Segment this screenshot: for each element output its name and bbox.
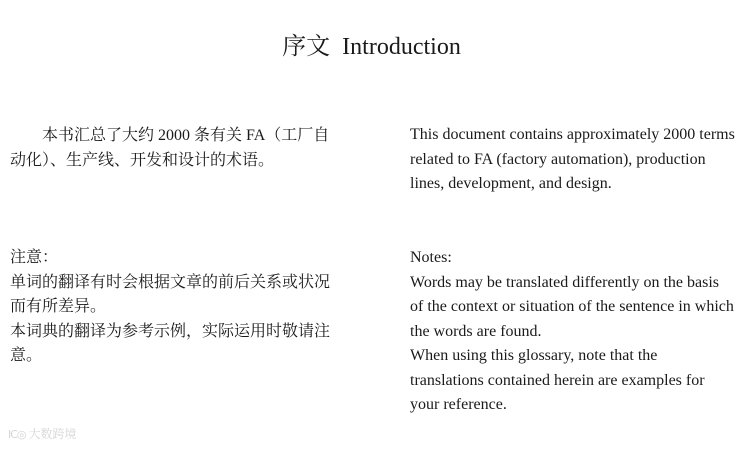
- notes-chinese-section: [10, 246, 332, 369]
- notes-english-line-2: When using this glossary, note that the translations contained herein are examples for your reference.: [410, 347, 705, 413]
- page-title: [0, 30, 743, 64]
- watermark: [8, 425, 77, 442]
- title-english: Introduction: [342, 34, 461, 60]
- watermark-text: 大数跨境: [28, 427, 77, 441]
- notes-english-heading: Notes:: [410, 249, 452, 266]
- notes-chinese-line-1: 单词的翻译有时会根据文章的前后关系或状况而有所差异。: [10, 273, 331, 315]
- title-chinese: 序文: [282, 34, 331, 60]
- watermark-logo-icon: IC◎: [8, 428, 26, 441]
- notes-english-line-1: Words may be translated differently on the basis of the context or situation of the sentence in which the words are found.: [410, 273, 734, 340]
- notes-english-section: [410, 246, 735, 418]
- notes-chinese-line-2: 本词典的翻译为参考示例，实际运用时敬请注意。: [10, 322, 331, 364]
- notes-chinese-heading: 注意：: [10, 249, 59, 266]
- intro-chinese-text: 本书汇总了大约 2000 条有关 FA（工厂自动化）、生产线、开发和设计的术语。: [10, 127, 330, 169]
- intro-english-text: This document contains approximately 2000 terms related to FA (factory automation), production lines, development, and design.: [410, 126, 735, 192]
- intro-chinese-section: [10, 124, 332, 173]
- intro-english-section: [410, 123, 735, 197]
